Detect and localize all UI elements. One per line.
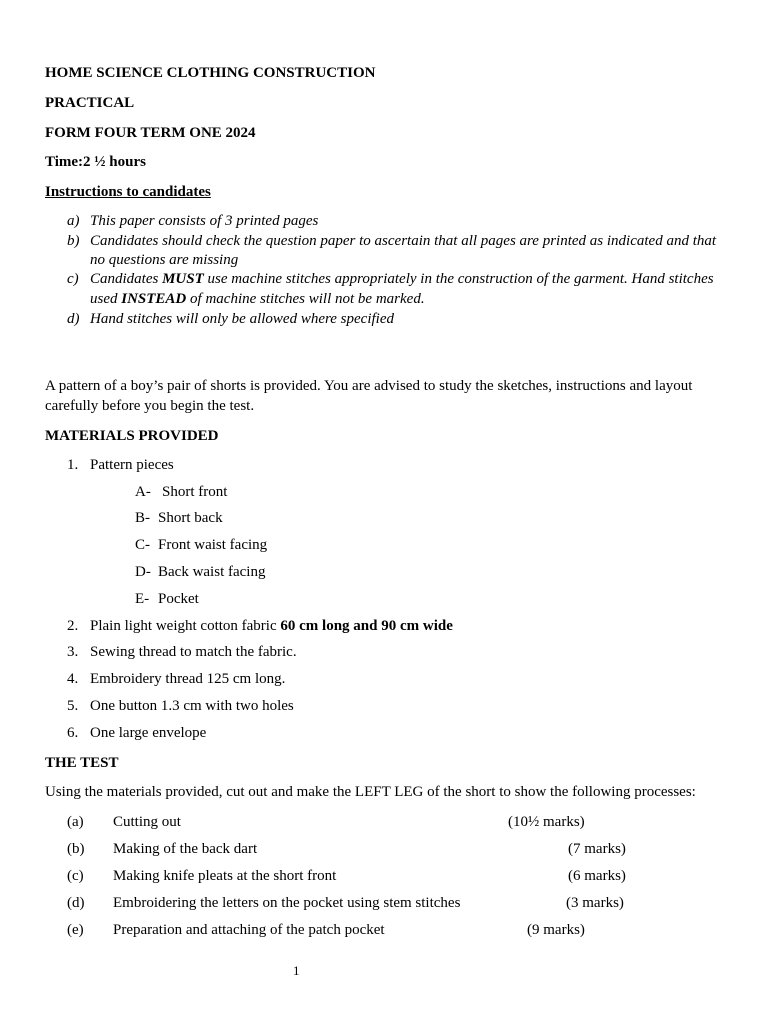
list-item: One large envelope <box>90 725 207 741</box>
instruction-text: Candidates should check the question paper to ascertain that all pages are printed as indicated and that <box>90 233 717 249</box>
instruction-marker: d) <box>67 311 80 327</box>
process-text: Making of the back dart <box>113 841 258 857</box>
process-marks: (9 marks) <box>527 922 585 938</box>
process-marks: (10½ marks) <box>508 814 585 830</box>
list-item: One button 1.3 cm with two holes <box>90 698 294 714</box>
instructions-heading: Instructions to candidates <box>45 184 211 200</box>
list-item: Plain light weight cotton fabric 60 cm long and 90 cm wide <box>90 618 453 634</box>
process-text: Making knife pleats at the short front <box>113 868 337 884</box>
piece-name: Back waist facing <box>158 564 266 580</box>
process-label: (a) <box>67 814 84 830</box>
piece-name: Short back <box>158 510 223 526</box>
page-number: 1 <box>293 963 300 978</box>
list-number: 3. <box>67 644 79 660</box>
exam-term: FORM FOUR TERM ONE 2024 <box>45 125 256 141</box>
instruction-marker: a) <box>67 213 80 229</box>
emphasis-instead: INSTEAD <box>121 291 187 307</box>
piece-name: Front waist facing <box>158 537 268 553</box>
instruction-marker: c) <box>67 271 79 287</box>
test-heading: THE TEST <box>45 755 119 771</box>
piece-name: Pocket <box>158 591 199 607</box>
process-marks: (7 marks) <box>568 841 626 857</box>
process-label: (c) <box>67 868 84 884</box>
instruction-text: no questions are missing <box>90 252 239 268</box>
process-label: (b) <box>67 841 85 857</box>
materials-heading: MATERIALS PROVIDED <box>45 428 219 444</box>
instruction-text: used INSTEAD of machine stitches will not be marked. <box>90 291 425 307</box>
instruction-text: Hand stitches will only be allowed where specified <box>90 311 394 327</box>
process-marks: (3 marks) <box>566 895 624 911</box>
list-number: 2. <box>67 618 79 634</box>
list-number: 4. <box>67 671 79 687</box>
instruction-text: Candidates MUST use machine stitches appropriately in the construction of the garment. Hand stitches <box>90 271 714 287</box>
process-text: Cutting out <box>113 814 181 830</box>
instruction-marker: b) <box>67 233 80 249</box>
exam-title: HOME SCIENCE CLOTHING CONSTRUCTION <box>45 65 376 81</box>
list-item: Embroidery thread 125 cm long. <box>90 671 286 687</box>
intro-paragraph: carefully before you begin the test. <box>45 398 255 414</box>
list-number: 5. <box>67 698 79 714</box>
emphasis-must: MUST <box>162 271 204 287</box>
process-text: Preparation and attaching of the patch pocket <box>113 922 385 938</box>
exam-subtitle: PRACTICAL <box>45 95 135 111</box>
piece-name: Short front <box>162 484 228 500</box>
piece-letter: C- <box>135 537 150 553</box>
piece-letter: E- <box>135 591 150 607</box>
fabric-dimensions: 60 cm long and 90 cm wide <box>280 618 453 634</box>
piece-letter: D- <box>135 564 151 580</box>
exam-time: Time:2 ½ hours <box>45 154 146 170</box>
process-marks: (6 marks) <box>568 868 626 884</box>
test-intro: Using the materials provided, cut out and make the LEFT LEG of the short to show the following processes: <box>45 784 696 800</box>
instruction-text: This paper consists of 3 printed pages <box>90 213 319 229</box>
process-label: (e) <box>67 922 84 938</box>
piece-letter: A- <box>135 484 151 500</box>
intro-paragraph: A pattern of a boy’s pair of shorts is provided. You are advised to study the sketches, instructions and layout <box>45 378 693 394</box>
piece-letter: B- <box>135 510 150 526</box>
list-number: 6. <box>67 725 79 741</box>
process-text: Embroidering the letters on the pocket using stem stitches <box>113 895 461 911</box>
list-item: Sewing thread to match the fabric. <box>90 644 297 660</box>
process-label: (d) <box>67 895 85 911</box>
list-item: Pattern pieces <box>90 457 174 473</box>
list-number: 1. <box>67 457 79 473</box>
